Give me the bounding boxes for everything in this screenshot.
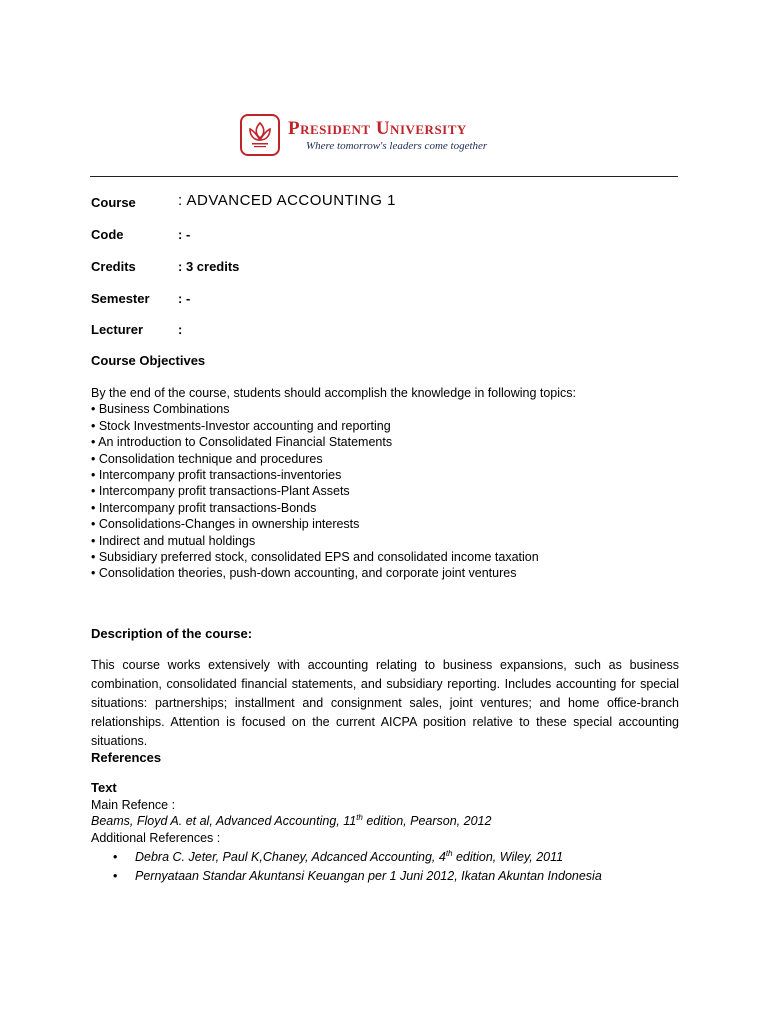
credits-label: Credits: [91, 259, 136, 274]
semester-label: Semester: [91, 291, 150, 306]
list-item: • Stock Investments-Investor accounting and reporting: [91, 418, 391, 433]
description-heading: Description of the course:: [91, 626, 253, 641]
list-item: • Consolidations-Changes in ownership interests: [91, 517, 360, 532]
list-item: • Debra C. Jeter, Paul K,Chaney, Adcanced Accounting, 4th edition, Wiley, 2011: [113, 848, 564, 864]
code-value: : -: [178, 227, 191, 242]
lecturer-value: :: [178, 322, 183, 337]
code-label: Code: [91, 227, 124, 242]
list-item: • Consolidation theories, push-down accounting, and corporate joint ventures: [91, 566, 517, 581]
list-item: • Business Combinations: [91, 402, 230, 417]
university-tagline: Where tomorrow's leaders come together: [306, 139, 488, 152]
lecturer-label: Lecturer: [91, 322, 144, 337]
references-heading: References: [91, 750, 162, 765]
list-item: • Indirect and mutual holdings: [91, 533, 256, 548]
text-heading: Text: [91, 780, 117, 795]
list-item: • Intercompany profit transactions-inventories: [91, 468, 342, 483]
objectives-intro: By the end of the course, students should accomplish the knowledge in following topics:: [91, 386, 577, 400]
additional-references-label: Additional References :: [91, 830, 221, 845]
objectives-list: [91, 385, 576, 582]
main-reference: Beams, Floyd A. et al, Advanced Accounting, 11th edition, Pearson, 2012: [91, 812, 492, 828]
university-logo: [240, 112, 487, 158]
list-item: • Subsidiary preferred stock, consolidated EPS and consolidated income taxation: [91, 550, 539, 565]
additional-references-list: [91, 848, 602, 886]
course-label: Course: [91, 195, 136, 210]
course-value: : ADVANCED ACCOUNTING 1: [178, 192, 396, 209]
list-item: • Pernyataan Standar Akuntansi Keuangan per 1 Juni 2012, Ikatan Akuntan Indonesia: [113, 869, 602, 883]
list-item: • Consolidation technique and procedures: [91, 451, 323, 466]
university-crest-icon: [240, 114, 280, 156]
list-item: • An introduction to Consolidated Financial Statements: [91, 435, 393, 450]
objectives-heading: Course Objectives: [91, 353, 206, 368]
list-item: • Intercompany profit transactions-Bonds: [91, 500, 317, 515]
list-item: • Intercompany profit transactions-Plant Assets: [91, 484, 350, 499]
references-block: [91, 780, 602, 886]
semester-value: : -: [178, 291, 191, 306]
credits-value: : 3 credits: [178, 259, 240, 274]
description-text: This course works extensively with accounting relating to business expansions, such as business combination, consolidated financial statements, and subsidiary reporting. Includes accounting for special situations: partnerships; installment and consignment sales, joint ventures; and home office-branch relationships. Attention is focused on the current AICPA position relative to these special accounting situations.: [91, 658, 679, 748]
university-name: President University: [288, 117, 467, 139]
header-divider: [90, 176, 678, 177]
main-reference-label: Main Refence :: [91, 797, 176, 812]
